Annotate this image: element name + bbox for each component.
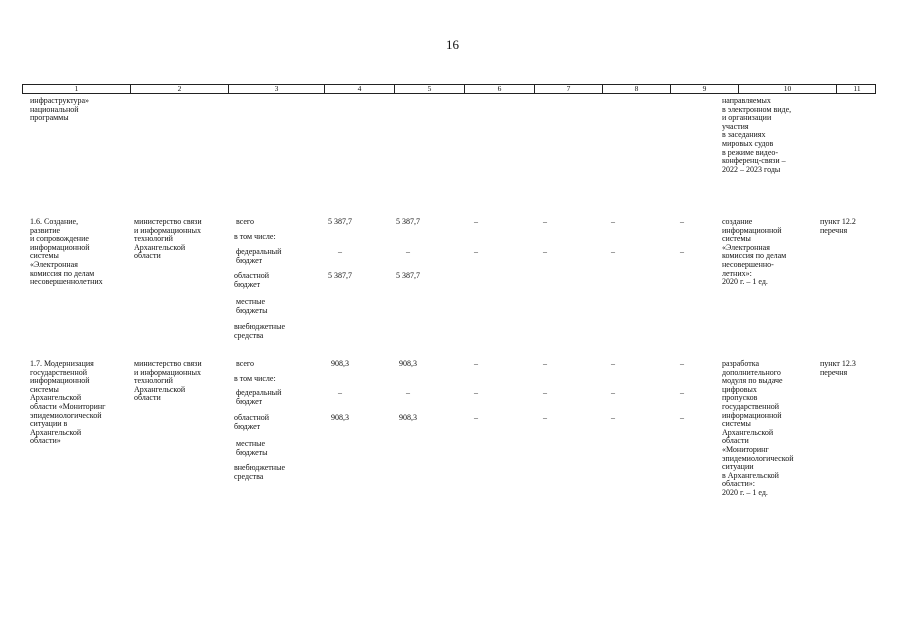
row-reference-cell: пункт 12.2 перечня xyxy=(820,217,856,235)
row-executor-cell: министерство связи и информационных технологий Архангельской области xyxy=(134,359,202,403)
source-local: местные бюджеты xyxy=(236,439,268,457)
value-col9-total: – xyxy=(680,217,684,226)
value-col5-total: 908,3 xyxy=(399,359,417,368)
value-col6-federal: – xyxy=(474,388,478,397)
value-col8-federal: – xyxy=(611,247,615,256)
value-col4-total: 5 387,7 xyxy=(328,217,352,226)
header-col-1: 1 xyxy=(23,85,131,93)
value-col4-regional: 5 387,7 xyxy=(328,271,352,280)
row-executor-cell: министерство связи и информационных технологий Архангельской области xyxy=(134,217,202,261)
value-col4-federal: – xyxy=(338,247,342,256)
value-col5-total: 5 387,7 xyxy=(396,217,420,226)
header-col-11: 11 xyxy=(853,84,861,93)
value-col4-total: 908,3 xyxy=(331,359,349,368)
value-col8-regional: – xyxy=(611,413,615,422)
value-col6-total: – xyxy=(474,217,478,226)
value-col9-federal: – xyxy=(680,247,684,256)
value-col5-regional: 5 387,7 xyxy=(396,271,420,280)
row-result-cell: разработка дополнительного модуля по выдаче цифровых пропусков государственной информационной системы Архангельской области «Мониторинг эпидемиологической ситуации в Архангельской области»: 2020 г. – 1 ед. xyxy=(722,359,794,497)
value-col7-federal: – xyxy=(543,247,547,256)
source-regional: областной бюджет xyxy=(234,271,270,289)
row-name-cell: 1.7. Модернизация государственной информационной системы Архангельской области «Мониторинг эпидемиологической ситуации в Архангельской области» xyxy=(30,359,106,446)
value-col5-federal: – xyxy=(406,388,410,397)
source-federal: федеральный бюджет xyxy=(236,247,282,265)
page-number: 16 xyxy=(446,37,459,52)
value-col5-regional: 908,3 xyxy=(399,413,417,422)
header-col-7: 7 xyxy=(535,85,603,93)
header-col-5: 5 xyxy=(395,85,465,93)
value-col4-federal: – xyxy=(338,388,342,397)
value-col8-total: – xyxy=(611,217,615,226)
value-col5-federal: – xyxy=(406,247,410,256)
row-result-cell: создание информационной системы «Электронная комиссия по делам несовершенно- летних»: 2020 г. – 1 ед. xyxy=(722,217,787,287)
header-col-10: 10 xyxy=(739,85,837,93)
value-col8-total: – xyxy=(611,359,615,368)
header-col-8: 8 xyxy=(603,85,671,93)
table-header-row xyxy=(22,84,876,94)
value-col9-regional: – xyxy=(680,413,684,422)
value-col4-regional: 908,3 xyxy=(331,413,349,422)
source-total: всего xyxy=(236,359,255,368)
header-col-6: 6 xyxy=(465,85,535,93)
value-col8-federal: – xyxy=(611,388,615,397)
value-col7-regional: – xyxy=(543,413,547,422)
carry-result-cell: направляемых в электронном виде, и организации участия в заседаниях мировых судов в режиме видео- конференц-связи – 2022 – 2023 годы xyxy=(722,96,792,174)
header-col-9: 9 xyxy=(671,85,739,93)
source-regional: областной бюджет xyxy=(234,413,270,431)
source-offbudget: внебюджетные средства xyxy=(234,463,285,481)
source-including: в том числе: xyxy=(234,232,276,241)
source-total: всего xyxy=(236,217,255,226)
value-col6-total: – xyxy=(474,359,478,368)
source-offbudget: внебюджетные средства xyxy=(234,322,285,340)
value-col9-federal: – xyxy=(680,388,684,397)
source-federal: федеральный бюджет xyxy=(236,388,282,406)
value-col6-federal: – xyxy=(474,247,478,256)
carry-name-cell: инфраструктура» национальной программы xyxy=(30,96,90,123)
header-col-4: 4 xyxy=(325,85,395,93)
header-col-2: 2 xyxy=(131,85,229,93)
row-reference-cell: пункт 12.3 перечня xyxy=(820,359,856,377)
header-col-3: 3 xyxy=(229,85,325,93)
value-col7-federal: – xyxy=(543,388,547,397)
value-col7-total: – xyxy=(543,359,547,368)
value-col9-total: – xyxy=(680,359,684,368)
value-col6-regional: – xyxy=(474,413,478,422)
value-col7-total: – xyxy=(543,217,547,226)
source-local: местные бюджеты xyxy=(236,297,268,315)
row-name-cell: 1.6. Создание, развитие и сопровождение информационной системы «Электронная комиссия по делам несовершеннолетних xyxy=(30,217,103,287)
source-including: в том числе: xyxy=(234,374,276,383)
